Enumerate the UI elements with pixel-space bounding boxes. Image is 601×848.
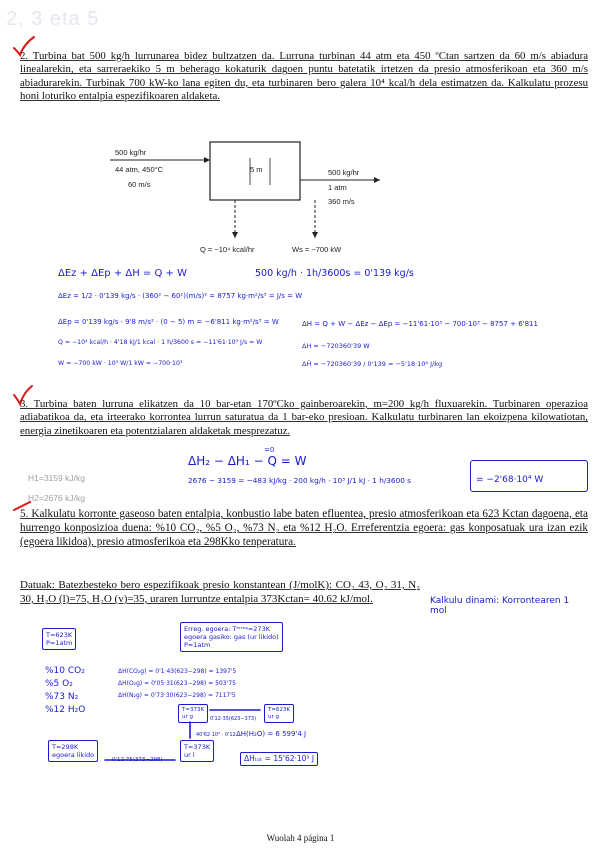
composition-o2: %5 O₂ xyxy=(45,679,73,689)
dh-o2: ΔH(O₂g) = 0'05·31(623−298) = 503'75 xyxy=(118,680,236,687)
composition-co2: %10 CO₂ xyxy=(45,666,85,676)
work-calculation: 2676 − 3159 = −483 kJ/kg · 200 kg/h · 10³ J/1 kJ · 1 h/3600 s xyxy=(188,476,411,485)
height-label: 5 m xyxy=(250,165,263,174)
problem-5-data: Datuak: Batezbesteko bero espezifikoak presio konstantean (J/molK): CO₂ 43, O₂ 31, N₂ 30, H₂O (l)=75, H₂O (v)=35, uraren lurruntze entalpia 373Kctan= 40.62 kJ/mol. xyxy=(20,579,420,605)
h2-note: H2=2676 kJ/kg xyxy=(28,493,85,503)
energy-balance: ΔEz + ΔEp + ΔH = Q + W xyxy=(58,268,187,279)
work-label: Ws = −700 kW xyxy=(292,245,342,254)
inlet-flow: 500 kg/hr xyxy=(115,148,147,157)
composition-h2o: %12 H₂O xyxy=(45,705,86,715)
enthalpy-result: ΔH = −720360'39 W xyxy=(302,342,370,350)
dh-h2o: ΔH(H₂O) = 6 599'4 J xyxy=(236,730,307,738)
calc-basis-note: Kalkulu dinami: Korrontearen 1 mol xyxy=(430,596,570,616)
potential-energy: ΔEp = 0'139 kg/s · 9'8 m/s² · (0 − 5) m = −6'811 kg·m²/s³ = W xyxy=(58,318,279,326)
page-heading: 2, 3 eta 5 xyxy=(6,8,100,30)
kinetic-energy: ΔEz = 1/2 · 0'139 kg/s · (360² − 60²)(m/s)² = 8757 kg·m²/s³ = J/s = W xyxy=(58,292,303,300)
box-a: T=298K egoera likido xyxy=(48,740,98,762)
dh-water-vap: 0'12·35(623−373) xyxy=(210,716,257,722)
reference-box: Erreg. egoera: Tᵉʳʳᵉᵍ=273K egoera gasiko: gas (ur likido) P=1atm xyxy=(180,622,283,652)
inlet-velocity: 60 m/s xyxy=(128,180,151,189)
outlet-pressure: 1 atm xyxy=(328,183,347,192)
dh-n2: ΔH(N₂g) = 0'73·30(623−298) = 7117'5 xyxy=(118,692,236,699)
problem-3-text: 3. Turbina baten lurruna elikatzen da 10 bar-etan 170ºCko gainberoarekin, m=200 kg/h fluxuarekin. Turbinaren operazioa adiabatikoa da, eta irteerako korrontea lurrun saturatua da 1 bar-eko presioan. Kalkulatu turbinaren lan ekoizpena kilowatiotan, energia zinetikoaren eta potentzialaren aldaketak mesprezatuz. xyxy=(20,398,588,437)
dh-water-liquid: 0'12·75(373−298) xyxy=(112,757,163,763)
page-footer: Wuolah 4 página 1 xyxy=(266,833,335,843)
outlet-flow: 500 kg/hr xyxy=(328,168,360,177)
work-result: = −2'68·10⁴ W xyxy=(476,475,544,485)
q-zero: =0 xyxy=(264,446,275,454)
heat-conversion: Q = −10⁴ kcal/h · 4'18 kJ/1 kcal · 1 h/3600 s = −11'61·10³ J/s = W xyxy=(58,339,263,346)
specific-enthalpy: ΔĤ = −720360'39 / 0'139 = −5'18·10⁶ J/kg xyxy=(302,360,443,368)
work-conversion: W = −700 kW · 10³ W/1 kW = −700·10³ xyxy=(58,360,183,367)
box-d: T=623K ur g xyxy=(264,704,294,723)
box-b: T=373K ur l xyxy=(180,740,214,762)
inlet-conditions: 44 atm, 450°C xyxy=(115,165,164,174)
problem-2-text: 2. Turbina bat 500 kg/h lurrunarea bidez bultzatzen da. Lurruna turbinan 44 atm eta 450 ºCtan sartzen da 60 m/s abiadura linealarekin, eta sarreraekiko 5 m beherago kokaturik dagoen puntu batetatik irtetzen da presio atmosferikoan eta 360 m/s abiadurarekin. Turbinak 700 kW-ko lana egiten du, eta turbinaren bero galera 10⁴ kcal/h dela estimatzen da. Kalkulatu prozesu honi loturiko entalpia espezifikoaren aldaketa. xyxy=(20,50,588,103)
total-enthalpy: ΔHₜₒₜ = 15'62·10³ J xyxy=(240,752,318,766)
mass-flow: 500 kg/h · 1h/3600s = 0'139 kg/s xyxy=(255,268,414,279)
outlet-velocity: 360 m/s xyxy=(328,197,355,206)
box-c: T=373K ur g xyxy=(178,704,208,723)
problem-5-text: 5. Kalkulatu korronte gaseoso baten entalpia, konbustio labe baten efluentea, presio atmosferikoan eta 623 Kctan dagoena, eta hurrengo konposizioa duena: %10 CO₂, %5 O₂, %73 N₂ eta %12 H₂O. Erreferentzia egoera: gas konposatuak ura izan ezik (egoera likidoa), presio atmosferikoa eta 298Kko tenperatura. xyxy=(20,508,588,548)
h1-note: H1=3159 kJ/kg xyxy=(28,473,85,483)
stream-box: T=623K P=1atm xyxy=(42,628,76,650)
adiabatic-balance: ΔH₂ − ΔH₁ − Q = W xyxy=(188,454,307,468)
dh-vaporization: 40'62·10³ · 0'12 xyxy=(196,732,236,738)
enthalpy-balance: ΔH = Q + W − ΔEz − ΔEp = −11'61·10³ − 700·10³ − 8757 + 6'811 xyxy=(302,320,538,328)
dh-co2: ΔH(CO₂g) = 0'1·43(623−298) = 1397'5 xyxy=(118,668,237,675)
heat-label: Q = −10⁴ kcal/hr xyxy=(200,245,255,254)
composition-n2: %73 N₂ xyxy=(45,692,79,702)
